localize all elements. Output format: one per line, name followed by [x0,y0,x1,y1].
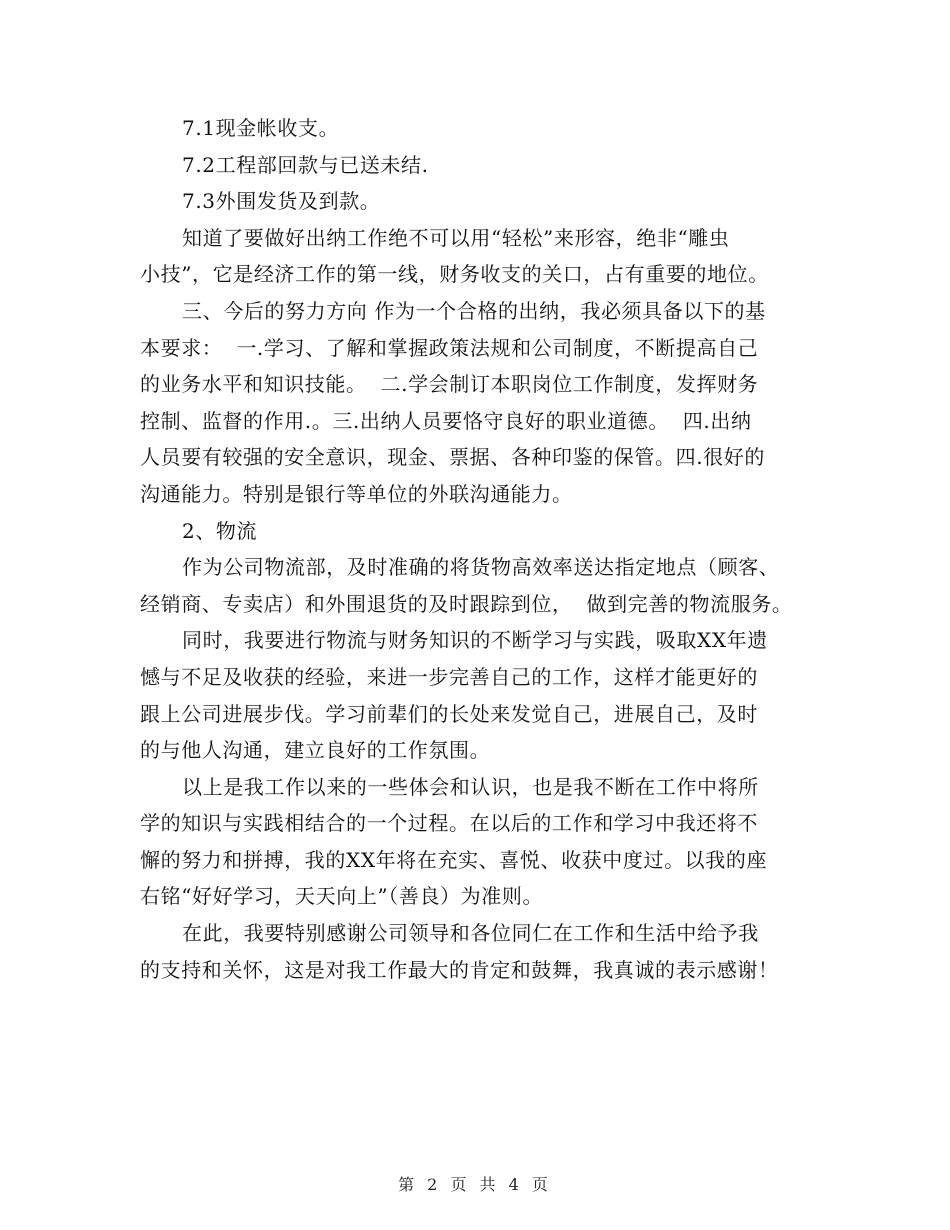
text-line: 作为公司物流部，及时准确的将货物高效率送达指定地点（顾客、 [182,555,780,580]
text-line: 7.1现金帐收支。 [182,116,340,140]
text-line: 的支持和关怀，这是对我工作最大的肯定和鼓舞，我真诚的表示感谢！ [140,957,779,982]
text-line: 人员要有较强的安全意识，现金、票据、各种印鉴的保管。四.很好的 [140,445,765,470]
text-line: 沟通能力。特别是银行等单位的外联沟通能力。 [140,481,573,506]
text-line: 本要求： 一.学习、了解和掌握政策法规和公司制度，不断提高自己 [140,335,759,360]
text-line: 的与他人沟通，建立良好的工作氛围。 [140,738,491,763]
text-line: 以上是我工作以来的一些体会和认识，也是我不断在工作中将所 [182,774,759,799]
text-line: 右铭“好好学习，天天向上”（善良）为准则。 [140,884,544,909]
text-line: 学的知识与实践相结合的一个过程。在以后的工作和学习中我还将不 [140,811,758,836]
text-line: 憾与不足及收获的经验，来进一步完善自己的工作，这样才能更好的 [140,664,758,689]
text-line: 的业务水平和知识技能。 二.学会制订本职岗位工作制度，发挥财务 [140,372,759,397]
text-line: 跟上公司进展步伐。学习前辈们的长处来发觉自己，进展自己，及时 [140,701,758,726]
document-body [140,110,820,988]
text-line: 经销商、专卖店）和外围退货的及时跟踪到位， 做到完善的物流服务。 [140,591,793,616]
text-line: 知道了要做好出纳工作绝不可以用“轻松”来形容，绝非“雕虫 [182,225,730,250]
text-line: 在此，我要特别感谢公司领导和各位同仁在工作和生活中给予我 [182,921,759,946]
page-number-footer: 第 2 页 共 4 页 [398,1175,552,1194]
text-line: 控制、监督的作用.。三.出纳人员要恪守良好的职业道德。 四.出纳 [140,408,752,433]
section-heading: 2、物流 [182,518,258,543]
text-line: 同时，我要进行物流与财务知识的不断学习与实践，吸取XX年遗 [182,628,768,653]
text-line: 懈的努力和拼搏，我的XX年将在充实、喜悦、收获中度过。以我的座 [140,847,768,872]
text-line: 三、今后的努力方向 作为一个合格的出纳，我必须具备以下的基 [182,298,766,323]
text-line: 7.2工程部回款与已送未结. [182,152,429,177]
text-line: 7.3外围发货及到款。 [182,189,381,214]
text-line: 小技”，它是经济工作的第一线，财务收支的关口，占有重要的地位。 [140,262,769,287]
